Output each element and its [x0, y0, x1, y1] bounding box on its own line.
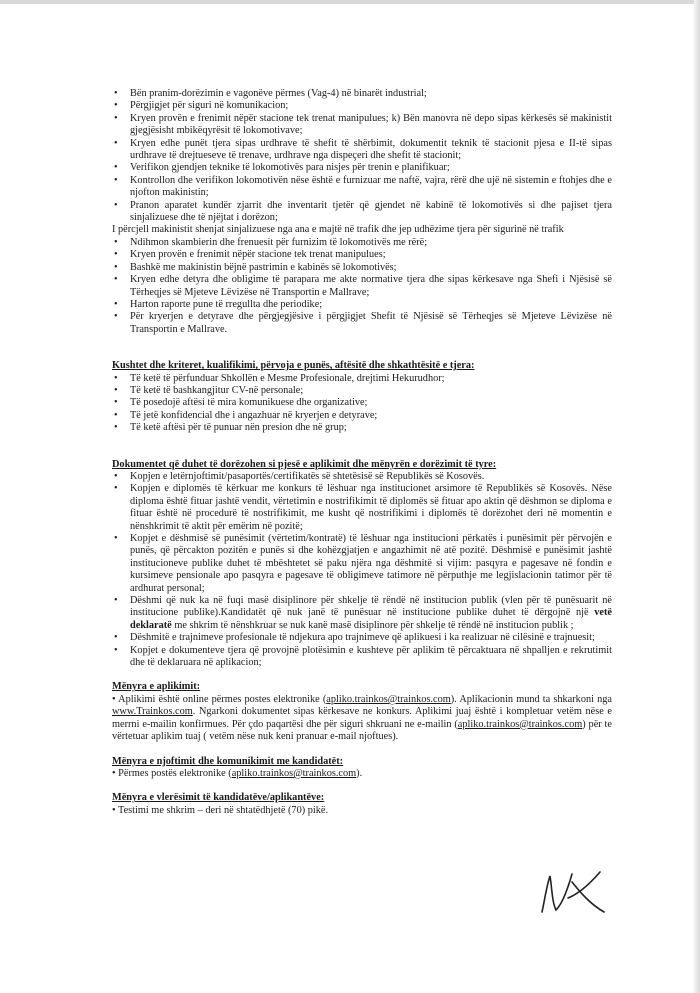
paragraph-text: ). Aplikacionin mund ta shkarkoni nga: [450, 693, 612, 705]
list-item: • Verifikon gjendjen teknike të lokomotivës para nisjes për trenin e planifikuar;: [112, 162, 612, 174]
list-item: • Përgjigjet për siguri në komunikacion;: [112, 100, 612, 112]
list-item: • Kopjet e dokumenteve tjera që provojnë plotësimin e kushteve për aplikim të përcaktuara në shpalljen e rekrutimit dhe të deklaruara në aplikacion;: [112, 645, 612, 670]
scan-border-top: [0, 0, 700, 4]
duties-extra-line: I përcjell makinistit shenjat sinjalizuese nga ana e majtë në trafik dhe jep udhëzime tjera për sigurinë në trafik: [112, 224, 564, 236]
paragraph-text: . Ngarkoni dokumentet sipas kërkesave ne konkurs. Aplikimi juaj është i kompletuar vetëm nëse e merrni e-mailin konfirmues. Për çdo paqartësi dhe për siguri shkruani ne e-mailin (: [112, 706, 612, 730]
email-link[interactable]: apliko.trainkos@trainkos.com: [231, 767, 357, 779]
criteria-section: [112, 360, 612, 434]
list-item: • Kryen edhe punët tjera sipas urdhrave të shefit të shërbimit, dokumentit teknik të stacionit pjesa e II-të sipas urdhrave të drejtueseve të trenave, urdhrave nga dispeçeri dhe shefit të stacionit;: [112, 138, 612, 163]
item-text: me shkrim të nënshkruar se nuk kanë masë disiplinore për shkelje të rëndë në institucion publik ;: [171, 619, 574, 631]
documents-list: [112, 471, 612, 670]
list-item: • Të posedojë aftësi të mira komunikuese dhe organizative;: [112, 397, 612, 409]
criteria-list: [112, 373, 612, 435]
paragraph-text: ) për te vërtetuar aplikim tuaj ( vetëm nëse nuk keni pranuar e-mail njoftues).: [112, 718, 612, 743]
list-item: • Kontrollon dhe verifikon lokomotivën nëse është e furnizuar me naftë, vajra, rërë dhe ujë në sistemin e ftohjes dhe e njofton makinistin;: [112, 175, 612, 200]
section-title: Mënyra e njoftimit dhe komunikimit me kandidatët:: [112, 755, 344, 767]
list-item: • Kopjet e dëshmisë së punësimit (vërtetim/kontratë) të lëshuar nga institucioni përkatës i punësimit për përvojën e punës, që përcakton pozitën e punës si dhe kohëzgjatjen e angazhimit në atë pozitë. Dëshmisë e punësimit jashtë institucioneve publike duhet të mbështetet së paku njëra nga dëshmitë si vijim: pasqyra e pagesave në fondin e kursimeve pensionale apo pasqyra e pagesave të obligimeve tatimore në përputhje me legjislacionin tatimor për të ardhurat personal;: [112, 533, 612, 595]
notification-section: [112, 756, 612, 781]
list-item: • Kopjen e diplomës të kërkuar me konkurs të lëshuar nga institucionet arsimore të Republikës së Kosovës. Nëse diploma është fituar jashtë vendit, vërtetimin e nostrifikimit të diplomës së fituar apo aktin që dëshmon se diploma e fituar është në procedurë të nostrifikimit, me kusht që nostrifikimi i diplomës të dorëzohet deri në momentin e nënshkrimit të aktit për emërim në pozitë;: [112, 483, 612, 533]
duties-list-continued: [112, 237, 612, 336]
list-item: • Kryen provën e frenimit nëpër stacione tek trenat manipulues;: [112, 249, 612, 261]
list-item: • Bashkë me makinistin bëjnë pastrimin e kabinës së lokomotivës;: [112, 262, 612, 274]
application-text: [112, 694, 612, 744]
list-item: • Ndihmon skambierin dhe frenuesit për furnizim të lokomotivës me rërë;: [112, 237, 612, 249]
list-item: • Të ketë aftësi për të punuar nën presion dhe në grup;: [112, 422, 612, 434]
notification-text: [112, 768, 612, 780]
list-item: [112, 595, 612, 632]
item-text-bold: vetë deklaratë: [130, 607, 612, 631]
list-item: • Harton raporte pune të rregullta dhe periodike;: [112, 299, 612, 311]
handwritten-signature: [538, 868, 608, 918]
list-item: • Kryen edhe detyra dhe obligime të parapara me akte normative tjera dhe sipas kërkesave nga Shefi i Njësisë së Tërheqjes së Mjeteve Lëvizëse në Transportin e Mallrave;: [112, 274, 612, 299]
evaluation-section: [112, 792, 612, 817]
section-title: Kushtet dhe kriteret, kualifikimi, përvoja e punës, aftësitë dhe shkathtësitë e tjera:: [112, 360, 475, 372]
section-title: Mënyra e vlerësimit të kandidatëve/aplikantëve:: [112, 792, 325, 804]
section-title: Mënyra e aplikimit:: [112, 681, 201, 693]
list-item: • Kryen provën e frenimit nëpër stacione tek trenat manipulues; k) Bën manovra në depo sipas kërkesës së makinistit gjegjësisht mbikëqyrësit të lokomotivave;: [112, 113, 612, 138]
list-item: • Dëshmitë e trajnimeve profesionale të ndjekura apo trajnimeve që aplikuesi i ka realizuar në cilësinë e trajnuesit;: [112, 632, 612, 644]
list-item: • Të ketë të bashkangjitur CV-në personale;: [112, 385, 612, 397]
email-link[interactable]: apliko.trainkos@trainkos.com: [457, 718, 583, 730]
list-item: • Kopjen e letërnjoftimit/pasaportës/certifikatës së shtetësisë së Republikës së Kosovës.: [112, 471, 612, 483]
scan-border-right: [694, 0, 700, 993]
evaluation-text: • Testimi me shkrim – deri në shtatëdhjetë (70) pikë.: [112, 804, 329, 816]
paragraph-text: • Aplikimi është online përmes postes elektronike (: [112, 693, 327, 705]
section-title: Dokumentet që duhet të dorëzohen si pjesë e aplikimit dhe mënyrën e dorëzimit të tyre:: [112, 458, 497, 470]
list-item: • Për kryerjen e detyrave dhe përgjegjësive i përgjigjet Shefit të Njësisë së Tërheqjes së Mjeteve Lëvizëse në Transportin e Mallrave.: [112, 311, 612, 336]
website-link[interactable]: www.Trainkos.com: [112, 706, 193, 718]
application-section: [112, 681, 612, 743]
list-item: • Bën pranim-dorëzimin e vagonëve përmes (Vag-4) në binarët industrial;: [112, 88, 612, 100]
paragraph-text: ).: [356, 767, 363, 779]
list-item: • Të ketë të përfunduar Shkollën e Mesme Profesionale, drejtimi Hekurudhor;: [112, 373, 612, 385]
document-page: [112, 88, 612, 817]
paragraph-text: • Përmes postës elektronike (: [112, 767, 232, 779]
documents-section: [112, 459, 612, 670]
list-item: • Pranon aparatet kundër zjarrit dhe inventarit tjetër që gjendet në kabinë të lokomotivës si dhe pajiset tjera sinjalizuese dhe të njëjtat i dorëzon;: [112, 200, 612, 225]
email-link[interactable]: apliko.trainkos@trainkos.com: [326, 693, 451, 705]
item-text: Dëshmi që nuk ka në fuqi masë disiplinore për shkelje të rëndë në institucion publik (vlen për të punësuarit në institucione publike).Kandidatët që nuk janë të punësuar në institucione publike duhet të dërgojnë një: [130, 595, 612, 619]
duties-list: [112, 88, 612, 224]
list-item: • Të jetë konfidencial dhe i angazhuar në kryerjen e detyrave;: [112, 410, 612, 422]
